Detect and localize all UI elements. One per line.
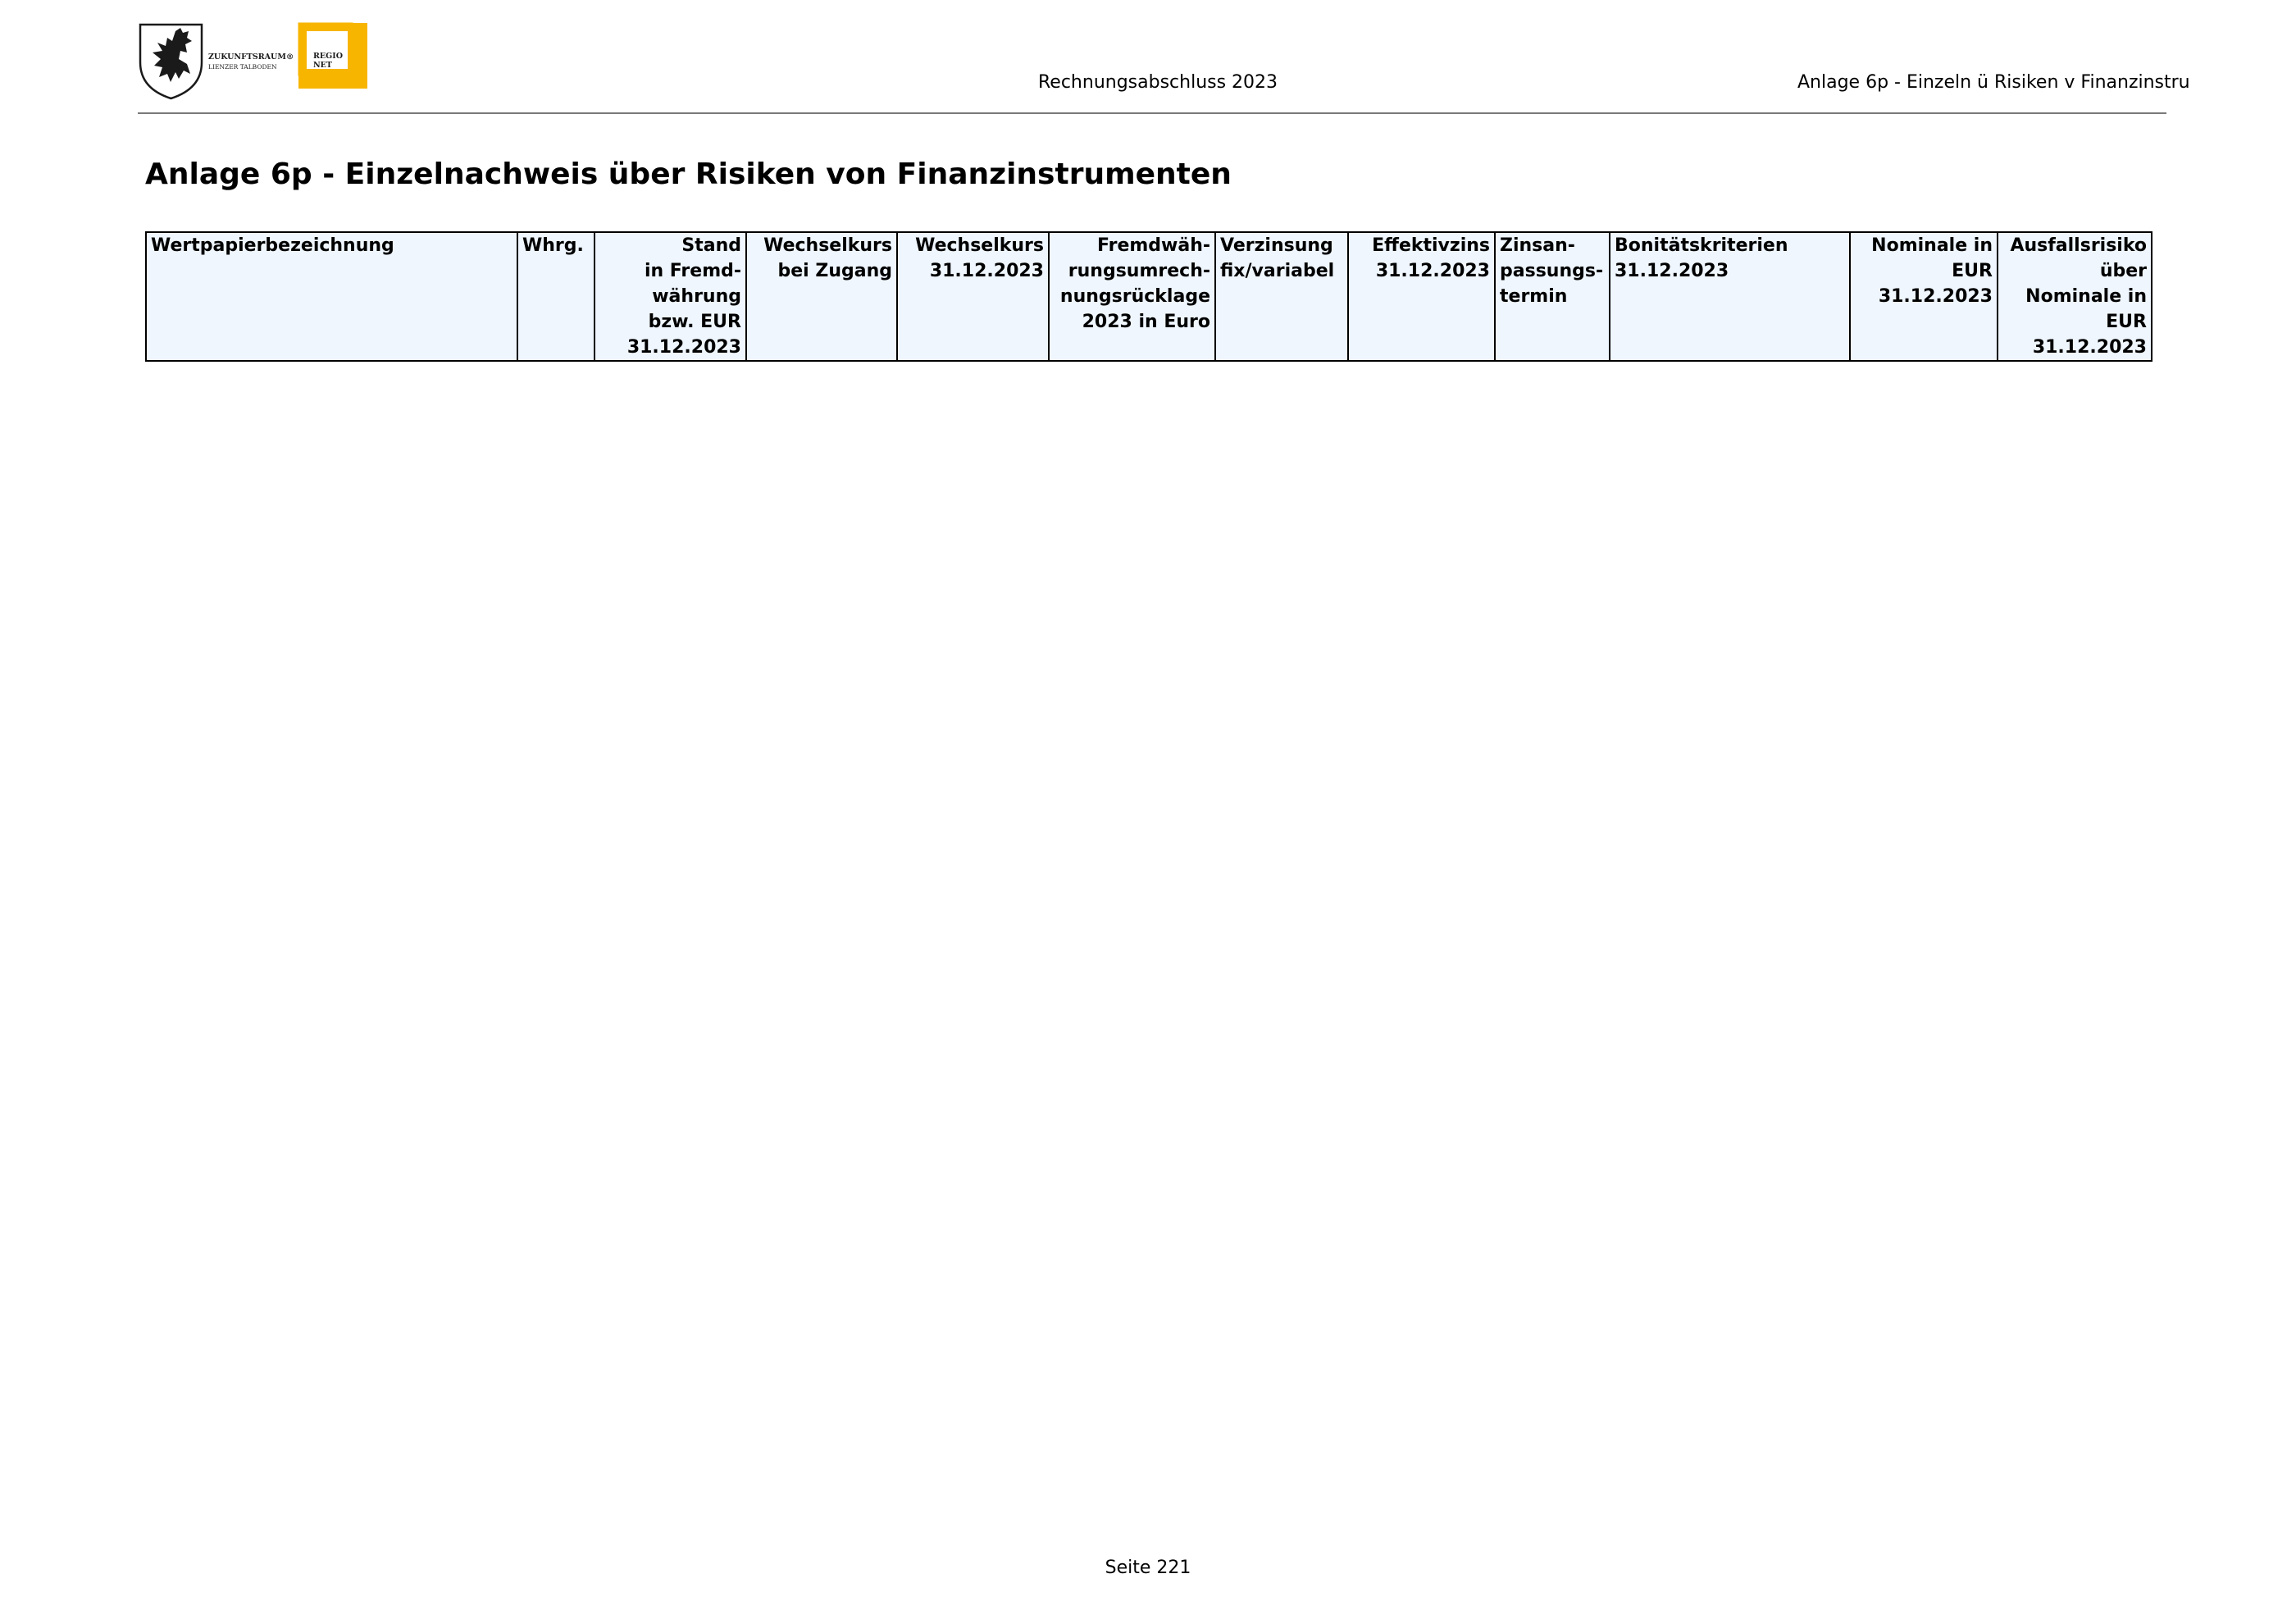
column-header-line: 31.12.2023 bbox=[1615, 261, 1729, 281]
column-header-line: rungsumrech- bbox=[1068, 261, 1210, 281]
header-divider bbox=[138, 112, 2166, 114]
col-header-fx-rate-year-end bbox=[897, 232, 1049, 361]
column-header-line: Fremdwäh- bbox=[1096, 235, 1210, 256]
col-header-nominal-eur bbox=[1850, 232, 1998, 361]
column-header-line: passungs- bbox=[1500, 261, 1604, 281]
header-section-title: Anlage 6p - Einzeln ü Risiken v Finanzinstru bbox=[1797, 72, 2190, 93]
column-header-line: EUR bbox=[2106, 312, 2147, 332]
column-header-line: termin bbox=[1500, 286, 1568, 307]
column-header-line: Effektivzins bbox=[1372, 235, 1490, 256]
header-document-title: Rechnungsabschluss 2023 bbox=[1038, 72, 1278, 93]
column-header-line: nungsrücklage bbox=[1059, 286, 1210, 307]
col-header-effective-rate bbox=[1348, 232, 1495, 361]
column-header-line: Nominale in bbox=[1871, 235, 1993, 256]
col-header-default-risk bbox=[1998, 232, 2152, 361]
table-header-row bbox=[146, 232, 2152, 361]
col-header-rate-adjustment-date bbox=[1495, 232, 1610, 361]
col-header-balance-foreign bbox=[594, 232, 746, 361]
column-header-line: 31.12.2023 bbox=[626, 337, 741, 358]
logo bbox=[138, 21, 376, 100]
logo-sub-text: LIENZER TALBODEN bbox=[208, 63, 277, 71]
column-header-line: 31.12.2023 bbox=[1375, 261, 1490, 281]
logo-brand-text: ZUKUNFTSRAUM® bbox=[208, 52, 294, 62]
column-header-line: währung bbox=[652, 286, 741, 307]
col-header-interest-type bbox=[1215, 232, 1348, 361]
column-header-line: bei Zugang bbox=[777, 261, 892, 281]
column-header-line: Wertpapierbezeichnung bbox=[151, 235, 394, 256]
column-header-line: über bbox=[2099, 261, 2147, 281]
column-header-line: in Fremd- bbox=[644, 261, 741, 281]
regionet-badge-line1: REGIO bbox=[313, 52, 343, 61]
column-header-line: Wechselkurs bbox=[763, 235, 892, 256]
column-header-line: Nominale in bbox=[2025, 286, 2147, 307]
column-header-line: EUR bbox=[1952, 261, 1993, 281]
col-header-credit-rating bbox=[1610, 232, 1850, 361]
column-header-line: Wechselkurs bbox=[915, 235, 1044, 256]
page-number: Seite 221 bbox=[1105, 1558, 1191, 1578]
column-header-line: Zinsan- bbox=[1500, 235, 1575, 256]
column-header-line: Verzinsung bbox=[1220, 235, 1333, 256]
col-header-fx-rate-at-acquisition bbox=[746, 232, 897, 361]
column-header-line: Ausfallsrisiko bbox=[2010, 235, 2147, 256]
column-header-line: fix/variabel bbox=[1220, 261, 1335, 281]
column-header-line: Stand bbox=[681, 235, 741, 256]
column-header-line: bzw. EUR bbox=[648, 312, 741, 332]
column-header-line: 31.12.2023 bbox=[2032, 337, 2147, 358]
risk-table bbox=[145, 231, 2152, 362]
column-header-line: Whrg. bbox=[522, 235, 584, 256]
col-header-currency bbox=[517, 232, 594, 361]
column-header-line: 31.12.2023 bbox=[929, 261, 1044, 281]
col-header-security-name bbox=[146, 232, 517, 361]
column-header-line: 2023 in Euro bbox=[1082, 312, 1210, 332]
column-header-line: 31.12.2023 bbox=[1878, 286, 1993, 307]
page-title: Anlage 6p - Einzelnachweis über Risiken von Finanzinstrumenten bbox=[145, 157, 1232, 191]
column-header-line: Bonitätskriterien bbox=[1615, 235, 1788, 256]
col-header-fx-reserve bbox=[1049, 232, 1215, 361]
regionet-badge-line2: NET bbox=[313, 61, 332, 70]
